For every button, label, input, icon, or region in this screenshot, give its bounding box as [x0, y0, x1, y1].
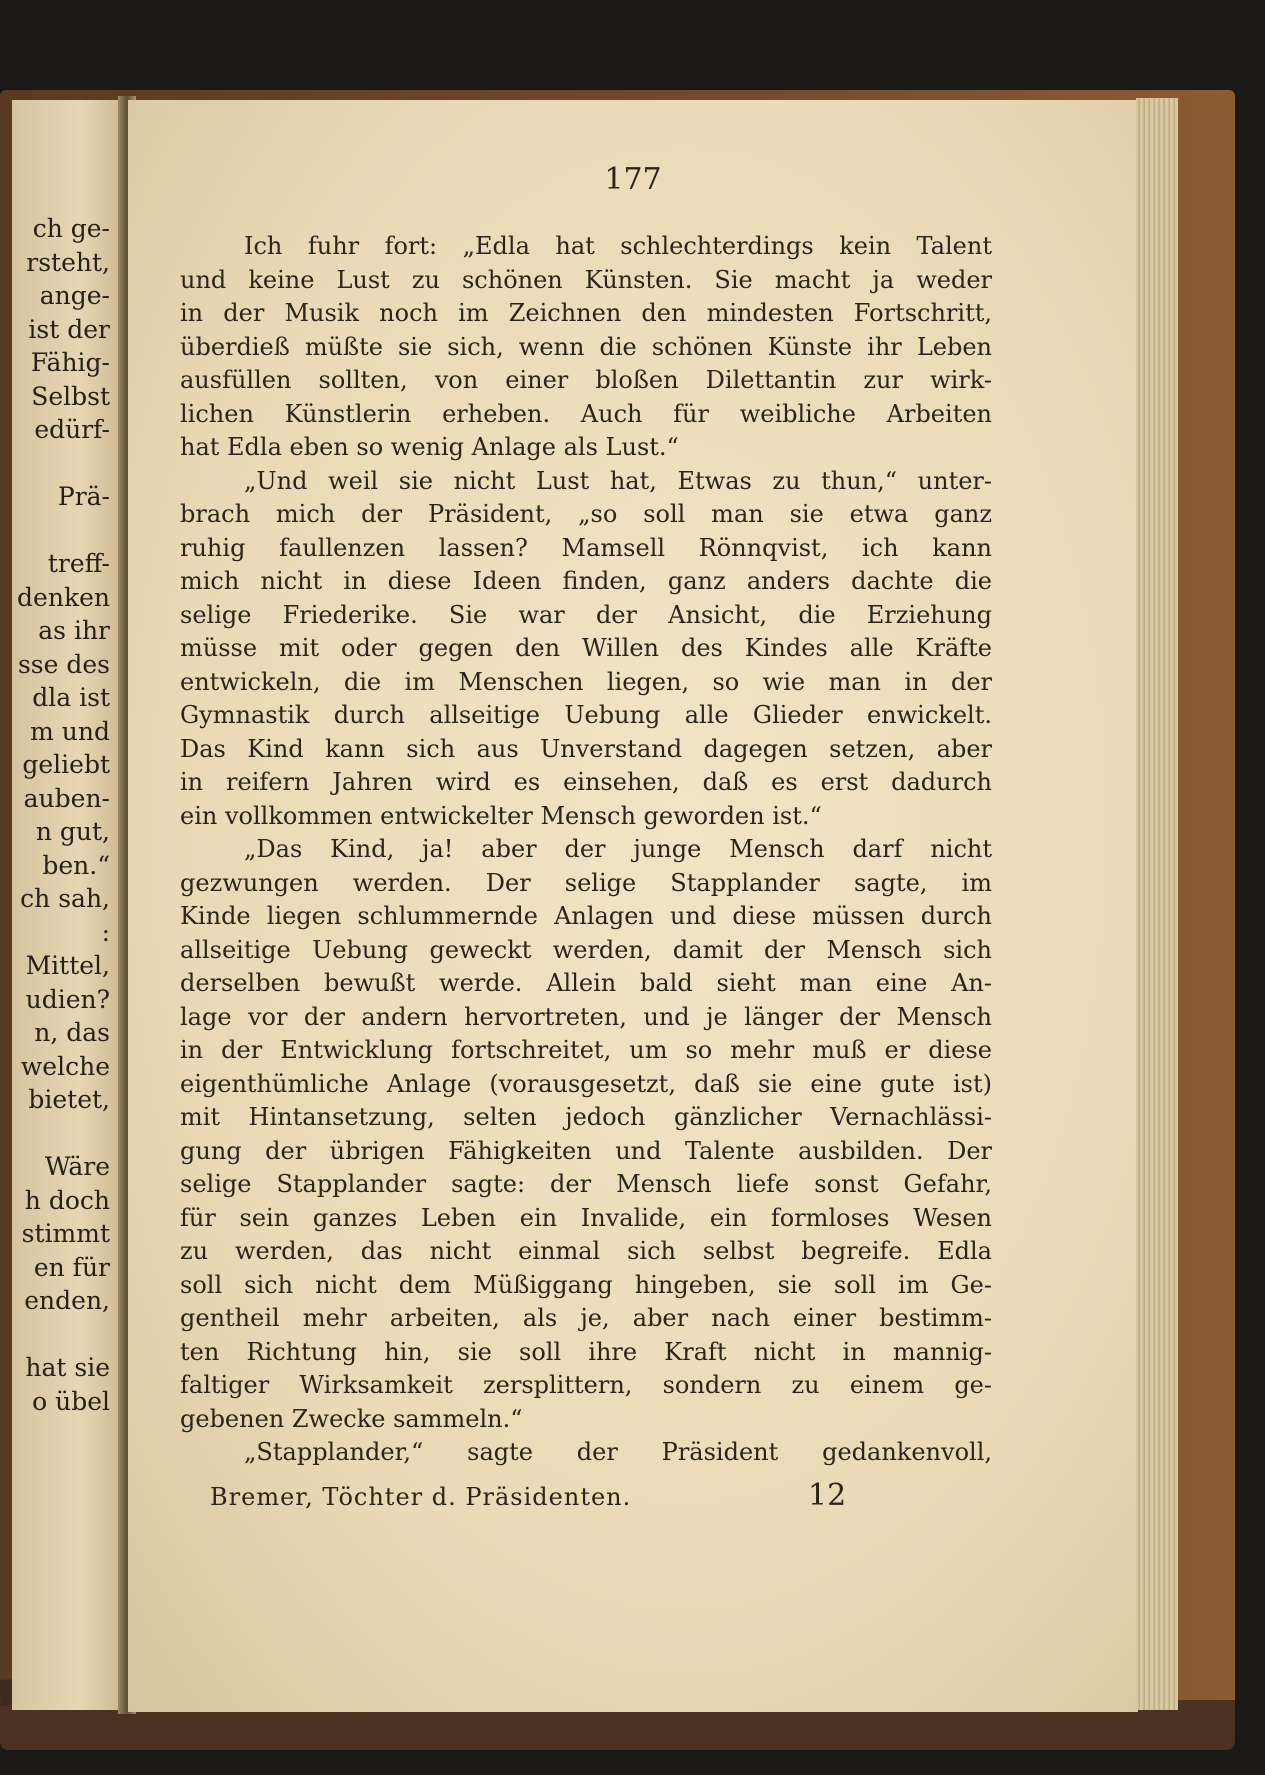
left-page-fragment: n, das [34, 1018, 110, 1047]
text-line: „Und weil sie nicht Lust hat, Etwas zu thun,“ unter- [244, 466, 992, 495]
footer-signature-line: Bremer, Töchter d. Präsidenten. [210, 1483, 632, 1511]
left-page-fragment: Wäre [44, 1152, 110, 1181]
left-page-fragment: ist der [28, 314, 110, 344]
left-page-fragment: edürf- [34, 415, 110, 444]
left-page-fragment: Prä- [57, 482, 110, 511]
page-number: 177 [604, 162, 662, 197]
text-line: eigenthümliche Anlage (vorausgesetzt, daß sie eine gute ist) [180, 1069, 992, 1098]
left-page-fragment: h doch [24, 1185, 110, 1215]
text-line: lage vor der andern hervortreten, und je länger der Mensch [180, 1002, 992, 1031]
left-page-fragments [10, 212, 110, 1418]
left-page-fragment: enden, [24, 1286, 110, 1315]
text-line: Gymnastik durch allseitige Uebung alle Glieder enwickelt. [180, 701, 992, 729]
left-page-fragment: udien? [25, 984, 110, 1014]
left-page-fragment: auben- [23, 783, 110, 813]
body-text [180, 230, 992, 1470]
text-line: ein vollkommen entwickelter Mensch geworden ist.“ [180, 801, 822, 830]
left-page-fragment: ange- [39, 281, 110, 310]
text-line: gung der übrigen Fähigkeiten und Talente ausbilden. Der [180, 1136, 992, 1165]
left-page-fragment: ch ge- [32, 214, 110, 243]
left-page-fragment: ch sah, [20, 884, 110, 913]
left-page-fragment: en für [33, 1252, 110, 1282]
text-line: faltiger Wirksamkeit zersplittern, sondern zu einem ge- [180, 1371, 992, 1399]
text-line: „Das Kind, ja! aber der junge Mensch darf nicht [244, 835, 992, 863]
text-line: Das Kind kann sich aus Unverstand dagegen setzen, aber [180, 734, 992, 763]
text-line: selige Stapplander sagte: der Mensch liefe sonst Gefahr, [180, 1170, 992, 1198]
text-line: und keine Lust zu schönen Künsten. Sie macht ja weder [180, 265, 992, 294]
left-page-fragment: rsteht, [26, 247, 110, 277]
left-page-fragment: : [101, 917, 110, 947]
left-page-fragment: Mittel, [25, 951, 110, 980]
left-page-fragment: n gut, [35, 817, 110, 846]
text-line: selige Friederike. Sie war der Ansicht, die Erziehung [180, 600, 992, 629]
left-page-fragment: stimmt [21, 1219, 110, 1248]
text-line: zu werden, das nicht einmal sich selbst begreife. Edla [180, 1237, 992, 1265]
left-page-fragment: hat sie [25, 1353, 110, 1382]
text-line: derselben bewußt werde. Allein bald sieht man eine An- [180, 969, 992, 997]
left-page-fragment: treff- [47, 549, 110, 578]
text-line: gentheil mehr arbeiten, als je, aber nach einer bestimm- [180, 1304, 992, 1332]
text-line: müsse mit oder gegen den Willen des Kindes alle Kräfte [180, 634, 992, 662]
text-line: „Stapplander,“ sagte der Präsident gedankenvoll, [244, 1438, 992, 1466]
text-line: soll sich nicht dem Müßiggang hingeben, sie soll im Ge- [180, 1270, 992, 1299]
text-line: lichen Künstlerin erheben. Auch für weibliche Arbeiten [180, 399, 992, 428]
text-line: Kinde liegen schlummernde Anlagen und diese müssen durch [180, 902, 992, 930]
text-line: mich nicht in diese Ideen finden, ganz anders dachte die [180, 567, 992, 595]
text-line: in der Musik noch im Zeichnen den mindesten Fortschritt, [180, 299, 992, 327]
text-line: in reifern Jahren wird es einsehen, daß es erst dadurch [180, 768, 992, 796]
text-line: Ich fuhr fort: „Edla hat schlechterdings kein Talent [244, 232, 992, 260]
left-page-fragment: Fähig- [30, 348, 110, 377]
text-line: gezwungen werden. Der selige Stapplander sagte, im [180, 868, 992, 897]
left-page-fragment: welche [20, 1051, 110, 1081]
left-page-fragment: denken [17, 582, 110, 612]
left-page-fragment: bietet, [28, 1085, 110, 1114]
text-line: brach mich der Präsident, „so soll man sie etwa ganz [180, 500, 992, 528]
text-line: gebenen Zwecke sammeln.“ [180, 1404, 523, 1433]
left-page-fragment: as ihr [38, 616, 110, 645]
left-page-fragment: Selbst [31, 381, 110, 411]
text-line: in der Entwicklung fortschreitet, um so mehr muß er diese [180, 1036, 992, 1064]
text-line: ruhig faullenzen lassen? Mamsell Rönnqvist, ich kann [180, 533, 992, 562]
text-line: ten Richtung hin, sie soll ihre Kraft nicht in mannig- [180, 1337, 992, 1366]
left-page-fragment [10, 1117, 110, 1151]
left-page-fragment: ben.“ [42, 850, 110, 880]
left-page-fragment [10, 447, 110, 481]
left-page-fragment: sse des [17, 649, 110, 679]
signature-mark: 12 [808, 1478, 847, 1513]
left-page-fragment: dla ist [32, 683, 110, 712]
text-line: mit Hintansetzung, selten jedoch gänzlicher Vernachlässi- [180, 1103, 992, 1131]
text-line: für sein ganzes Leben ein Invalide, ein formloses Wesen [180, 1203, 992, 1232]
text-line: ausfüllen sollten, von einer bloßen Dilettantin zur wirk- [180, 366, 992, 394]
left-page-fragment [10, 1318, 110, 1352]
text-line: überdieß müßte sie sich, wenn die schönen Künste ihr Leben [180, 332, 992, 361]
left-page-fragment: geliebt [22, 750, 110, 779]
left-page-fragment: o übel [32, 1386, 110, 1416]
text-line: allseitige Uebung geweckt werden, damit der Mensch sich [180, 935, 992, 964]
page-edges [1136, 98, 1178, 1710]
text-line: hat Edla eben so wenig Anlage als Lust.“ [180, 433, 679, 461]
left-page-fragment [10, 514, 110, 548]
left-page-fragment: m und [30, 716, 110, 746]
text-line: entwickeln, die im Menschen liegen, so wie man in der [180, 667, 992, 696]
